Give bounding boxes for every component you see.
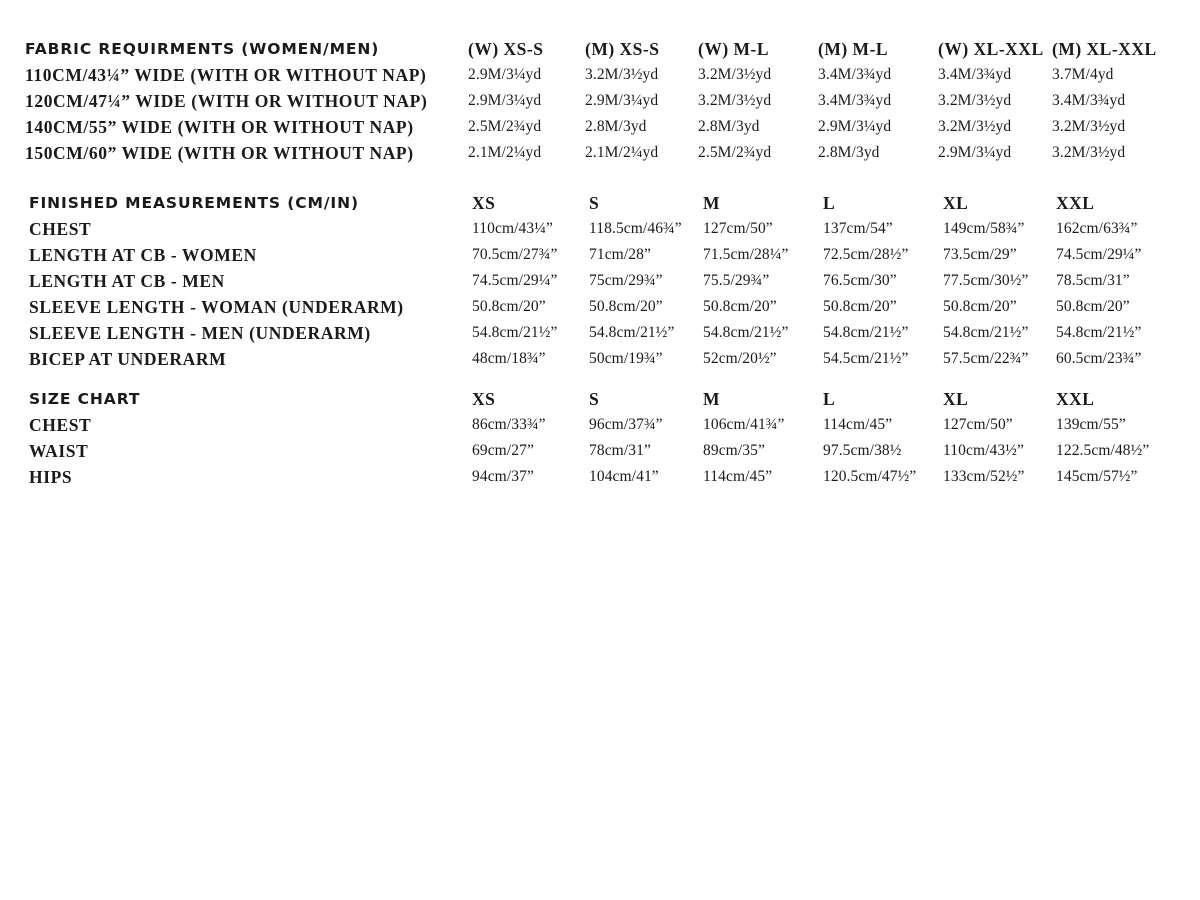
table-cell: 149cm/58¾”: [943, 220, 1025, 237]
table-cell: 69cm/27”: [472, 442, 534, 459]
row-label: CHEST: [29, 219, 92, 239]
table-cell: 73.5cm/29”: [943, 246, 1017, 263]
table-cell: 76.5cm/30”: [823, 272, 897, 289]
table-row: [0, 244, 1200, 270]
size-chart-table: [0, 388, 1200, 492]
table-cell: 2.8M/3yd: [585, 118, 647, 135]
table-cell: 3.2M/3½yd: [698, 66, 772, 83]
table-cell: 120.5cm/47½”: [823, 468, 917, 485]
table-row: [0, 466, 1200, 492]
table-cell: 50.8cm/20”: [943, 298, 1017, 315]
table-cell: 114cm/45”: [823, 416, 893, 433]
table-cell: 94cm/37”: [472, 468, 534, 485]
table-cell: 54.8cm/21½”: [589, 324, 675, 341]
table-cell: 106cm/41¾”: [703, 416, 785, 433]
size-column-header: XXL: [1056, 389, 1095, 409]
table-cell: 145cm/57½”: [1056, 468, 1138, 485]
table-cell: 54.8cm/21½”: [703, 324, 789, 341]
table-cell: 3.4M/3¾yd: [938, 66, 1012, 83]
row-label: HIPS: [29, 467, 73, 487]
fabric-column-header: (W) M-L: [698, 39, 770, 59]
fabric-column-header: (W) XL-XXL: [938, 39, 1044, 59]
table-cell: 50.8cm/20”: [589, 298, 663, 315]
table-row: [0, 142, 1200, 168]
table-cell: 54.8cm/21½”: [472, 324, 558, 341]
fabric-column-header: (M) XL-XXL: [1052, 39, 1157, 59]
row-label: CHEST: [29, 415, 92, 435]
table-cell: 74.5cm/29¼”: [472, 272, 558, 289]
finished-header-row: [0, 192, 1200, 218]
table-cell: 97.5cm/38½: [823, 442, 902, 459]
table-cell: 75cm/29¾”: [589, 272, 663, 289]
table-cell: 50.8cm/20”: [823, 298, 897, 315]
table-cell: 78cm/31”: [589, 442, 651, 459]
size-column-header: XL: [943, 389, 969, 409]
table-cell: 2.8M/3yd: [818, 144, 880, 161]
table-cell: 2.1M/2¼yd: [468, 144, 542, 161]
size-column-header: L: [823, 193, 836, 213]
table-cell: 75.5/29¾”: [703, 272, 770, 289]
table-cell: 3.4M/3¾yd: [818, 66, 892, 83]
size-column-header: XL: [943, 193, 969, 213]
table-cell: 54.5cm/21½”: [823, 350, 909, 367]
row-label: SLEEVE LENGTH - WOMAN (UNDERARM): [29, 297, 404, 317]
table-cell: 70.5cm/27¾”: [472, 246, 558, 263]
finished-heading: FINISHED MEASUREMENTS (CM/IN): [29, 194, 359, 212]
table-cell: 3.2M/3½yd: [585, 66, 659, 83]
row-label: LENGTH AT CB - MEN: [29, 271, 225, 291]
table-cell: 71cm/28”: [589, 246, 651, 263]
table-cell: 122.5cm/48½”: [1056, 442, 1150, 459]
table-cell: 52cm/20½”: [703, 350, 777, 367]
size-column-header: M: [703, 193, 721, 213]
size-chart-header-row: [0, 388, 1200, 414]
table-cell: 110cm/43¼”: [472, 220, 553, 237]
table-cell: 3.2M/3½yd: [938, 92, 1012, 109]
table-cell: 72.5cm/28½”: [823, 246, 909, 263]
row-label: 110CM/43¼” WIDE (WITH OR WITHOUT NAP): [25, 65, 427, 85]
table-row: [0, 116, 1200, 142]
fabric-column-header: (M) M-L: [818, 39, 889, 59]
size-column-header: L: [823, 389, 836, 409]
table-cell: 104cm/41”: [589, 468, 659, 485]
table-cell: 54.8cm/21½”: [943, 324, 1029, 341]
table-cell: 133cm/52½”: [943, 468, 1025, 485]
table-cell: 50.8cm/20”: [1056, 298, 1130, 315]
table-cell: 54.8cm/21½”: [1056, 324, 1142, 341]
table-cell: 114cm/45”: [703, 468, 773, 485]
table-cell: 71.5cm/28¼”: [703, 246, 789, 263]
size-column-header: XS: [472, 389, 496, 409]
fabric-heading: FABRIC REQUIRMENTS (WOMEN/MEN): [25, 40, 380, 58]
size-column-header: M: [703, 389, 721, 409]
table-cell: 48cm/18¾”: [472, 350, 546, 367]
table-cell: 3.2M/3½yd: [698, 92, 772, 109]
table-cell: 127cm/50”: [703, 220, 773, 237]
table-cell: 78.5cm/31”: [1056, 272, 1130, 289]
table-cell: 86cm/33¾”: [472, 416, 546, 433]
row-label: 150CM/60” WIDE (WITH OR WITHOUT NAP): [25, 143, 414, 163]
table-cell: 2.5M/2¾yd: [698, 144, 772, 161]
table-cell: 74.5cm/29¼”: [1056, 246, 1142, 263]
table-cell: 137cm/54”: [823, 220, 893, 237]
size-column-header: S: [589, 193, 600, 213]
table-cell: 2.9M/3¼yd: [938, 144, 1012, 161]
row-label: WAIST: [29, 441, 89, 461]
table-cell: 57.5cm/22¾”: [943, 350, 1029, 367]
table-cell: 3.2M/3½yd: [1052, 144, 1126, 161]
size-column-header: XXL: [1056, 193, 1095, 213]
table-cell: 2.9M/3¼yd: [468, 66, 542, 83]
table-cell: 110cm/43½”: [943, 442, 1024, 459]
table-cell: 139cm/55”: [1056, 416, 1126, 433]
table-cell: 118.5cm/46¾”: [589, 220, 682, 237]
table-row: [0, 90, 1200, 116]
fabric-requirements-table: [0, 38, 1200, 168]
table-row: [0, 64, 1200, 90]
row-label: SLEEVE LENGTH - MEN (UNDERARM): [29, 323, 371, 343]
size-column-header: S: [589, 389, 600, 409]
table-cell: 127cm/50”: [943, 416, 1013, 433]
table-cell: 2.8M/3yd: [698, 118, 760, 135]
row-label: 120CM/47¼” WIDE (WITH OR WITHOUT NAP): [25, 91, 428, 111]
table-cell: 77.5cm/30½”: [943, 272, 1029, 289]
table-row: [0, 270, 1200, 296]
table-cell: 2.5M/2¾yd: [468, 118, 542, 135]
table-cell: 3.2M/3½yd: [938, 118, 1012, 135]
fabric-column-header: (M) XS-S: [585, 39, 660, 59]
table-cell: 3.4M/3¾yd: [818, 92, 892, 109]
row-label: 140CM/55” WIDE (WITH OR WITHOUT NAP): [25, 117, 414, 137]
fabric-column-header: (W) XS-S: [468, 39, 544, 59]
table-cell: 50.8cm/20”: [703, 298, 777, 315]
table-row: [0, 414, 1200, 440]
table-cell: 50cm/19¾”: [589, 350, 663, 367]
table-cell: 96cm/37¾”: [589, 416, 663, 433]
table-row: [0, 296, 1200, 322]
size-chart-heading: SIZE CHART: [29, 390, 141, 408]
table-cell: 3.2M/3½yd: [1052, 118, 1126, 135]
table-cell: 50.8cm/20”: [472, 298, 546, 315]
row-label: LENGTH AT CB - WOMEN: [29, 245, 257, 265]
table-cell: 3.4M/3¾yd: [1052, 92, 1126, 109]
fabric-header-row: [0, 38, 1200, 64]
table-cell: 54.8cm/21½”: [823, 324, 909, 341]
table-cell: 2.9M/3¼yd: [468, 92, 542, 109]
table-row: [0, 218, 1200, 244]
table-cell: 2.9M/3¼yd: [585, 92, 659, 109]
table-cell: 89cm/35”: [703, 442, 765, 459]
table-row: [0, 348, 1200, 374]
table-cell: 2.9M/3¼yd: [818, 118, 892, 135]
finished-measurements-table: [0, 192, 1200, 374]
table-cell: 2.1M/2¼yd: [585, 144, 659, 161]
size-column-header: XS: [472, 193, 496, 213]
table-row: [0, 440, 1200, 466]
table-row: [0, 322, 1200, 348]
table-cell: 60.5cm/23¾”: [1056, 350, 1142, 367]
table-cell: 3.7M/4yd: [1052, 66, 1114, 83]
row-label: BICEP AT UNDERARM: [29, 349, 227, 369]
table-cell: 162cm/63¾”: [1056, 220, 1138, 237]
